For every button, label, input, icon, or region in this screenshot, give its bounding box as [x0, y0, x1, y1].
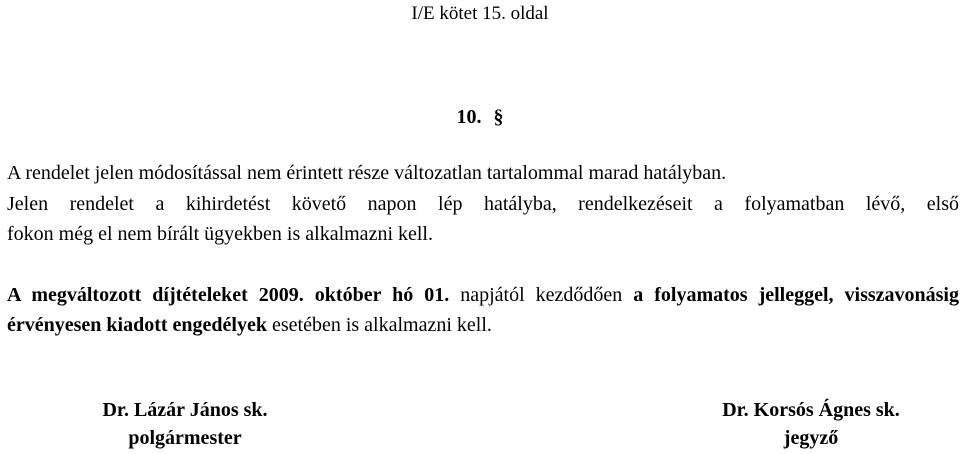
paragraph-3-text-1: napjától kezdődően — [449, 284, 634, 306]
signature-right-title: jegyző — [783, 427, 839, 449]
signature-right-name: Dr. Korsós Ágnes sk. — [722, 399, 900, 421]
section-heading — [0, 104, 960, 130]
paragraph-3-bold-1: A megváltozott díjtételeket 2009. október hó 01. — [7, 284, 450, 306]
paragraph-1 — [7, 158, 959, 188]
page-reference: I/E kötet 15. oldal — [411, 3, 549, 24]
paragraph-2-line-1: Jelen rendelet a kihirdetést követő napon lép hatályba, rendelkezéseit a folyamatban lévő, első — [7, 193, 959, 215]
signature-left-title: polgármester — [128, 427, 242, 449]
signature-left-name: Dr. Lázár János sk. — [102, 399, 268, 421]
paragraph-1-text: A rendelet jelen módosítással nem érintett része változatlan tartalommal marad hatályban. — [7, 162, 727, 184]
paragraph-2 — [7, 189, 959, 249]
signature-left — [60, 396, 310, 452]
signature-right — [686, 396, 936, 452]
section-sign: § — [493, 106, 504, 128]
paragraph-3 — [7, 280, 959, 340]
section-number: 10. — [456, 106, 482, 128]
paragraph-2-line-2: fokon még el nem bírált ügyekben is alkalmazni kell. — [7, 223, 433, 245]
paragraph-3-text-2: esetében is alkalmazni kell. — [266, 314, 492, 336]
paragraph-3-bold-2: a folyamatos jelleggel, visszavonásig érvényesen kiadott engedélyek — [7, 284, 959, 336]
